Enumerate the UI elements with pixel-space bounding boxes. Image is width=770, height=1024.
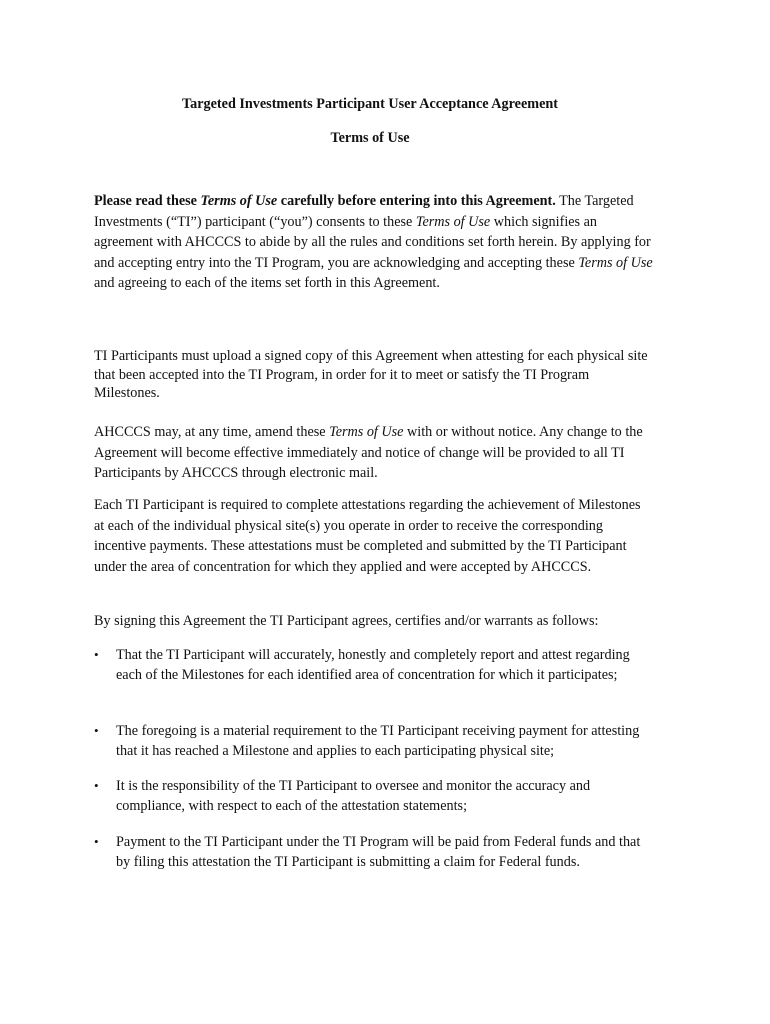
- bullet-icon: •: [94, 834, 99, 849]
- list-item-text: That the TI Participant will accurately, honestly and completely report and attest regarding each of the Milestones for each identified area of concentration for which it participates;: [116, 647, 630, 683]
- list-item-text: It is the responsibility of the TI Participant to oversee and monitor the accuracy and compliance, with respect to each of the attestation statements;: [116, 778, 591, 814]
- upload-paragraph: TI Participants must upload a signed copy of this Agreement when attesting for each physical site that been accepted into the TI Program, in order for it to meet or satisfy the TI Program Milestones.: [94, 348, 648, 401]
- intro-text-1: The Targeted Investments (“TI”) participant (“you”) consents to these: [94, 193, 634, 230]
- intro-text-2: which signifies an agreement with AHCCCS to abide by all the rules and conditions set forth herein. By applying for and accepting entry into the TI Program, you are acknowledging and accepting these: [94, 213, 651, 271]
- bullet-icon: •: [94, 647, 99, 662]
- list-item: [94, 832, 654, 872]
- intro-paragraph: [94, 191, 654, 294]
- amend-text-2: with or without notice. Any change to the Agreement will become effective immediately and notice of change will be provided to all TI Participants by AHCCCS through electronic mail.: [94, 424, 643, 481]
- amend-italic: Terms of Use: [329, 424, 404, 440]
- list-item-text: Payment to the TI Participant under the TI Program will be paid from Federal funds and that by filing this attestation the TI Participant is submitting a claim for Federal funds.: [116, 834, 641, 870]
- amend-text-1: AHCCCS may, at any time, amend these: [94, 424, 330, 440]
- attest-paragraph: Each TI Participant is required to complete attestations regarding the achievement of Milestones at each of the individual physical site(s) you operate in order to receive the corresponding incentive payments. These attestations must be completed and submitted by the TI Participant under the area of concentration for which they applied and were accepted by AHCCCS.: [94, 497, 641, 575]
- intro-text-3: and agreeing to each of the items set forth in this Agreement.: [94, 275, 440, 291]
- intro-italic-1: Terms of Use: [415, 213, 491, 230]
- list-item: [94, 776, 654, 816]
- list-item: [94, 721, 654, 761]
- bullet-icon: •: [94, 723, 99, 738]
- intro-bold-lead-1: Please read these: [94, 193, 201, 209]
- intro-bold-italic-lead: Terms of Use: [200, 193, 278, 209]
- list-item-text: The foregoing is a material requirement to the TI Participant receiving payment for attesting that it has reached a Milestone and applies to each participating physical site;: [116, 723, 640, 759]
- document-subtitle: Terms of Use: [330, 130, 410, 146]
- amend-paragraph: [94, 422, 654, 484]
- document-title: Targeted Investments Participant User Acceptance Agreement: [181, 96, 559, 112]
- intro-italic-2: Terms of Use: [578, 254, 653, 271]
- signing-paragraph: By signing this Agreement the TI Participant agrees, certifies and/or warrants as follows:: [94, 613, 599, 629]
- intro-bold-lead-2: carefully before entering into this Agreement.: [277, 193, 556, 209]
- list-item: [94, 645, 654, 685]
- bullet-icon: •: [94, 778, 99, 793]
